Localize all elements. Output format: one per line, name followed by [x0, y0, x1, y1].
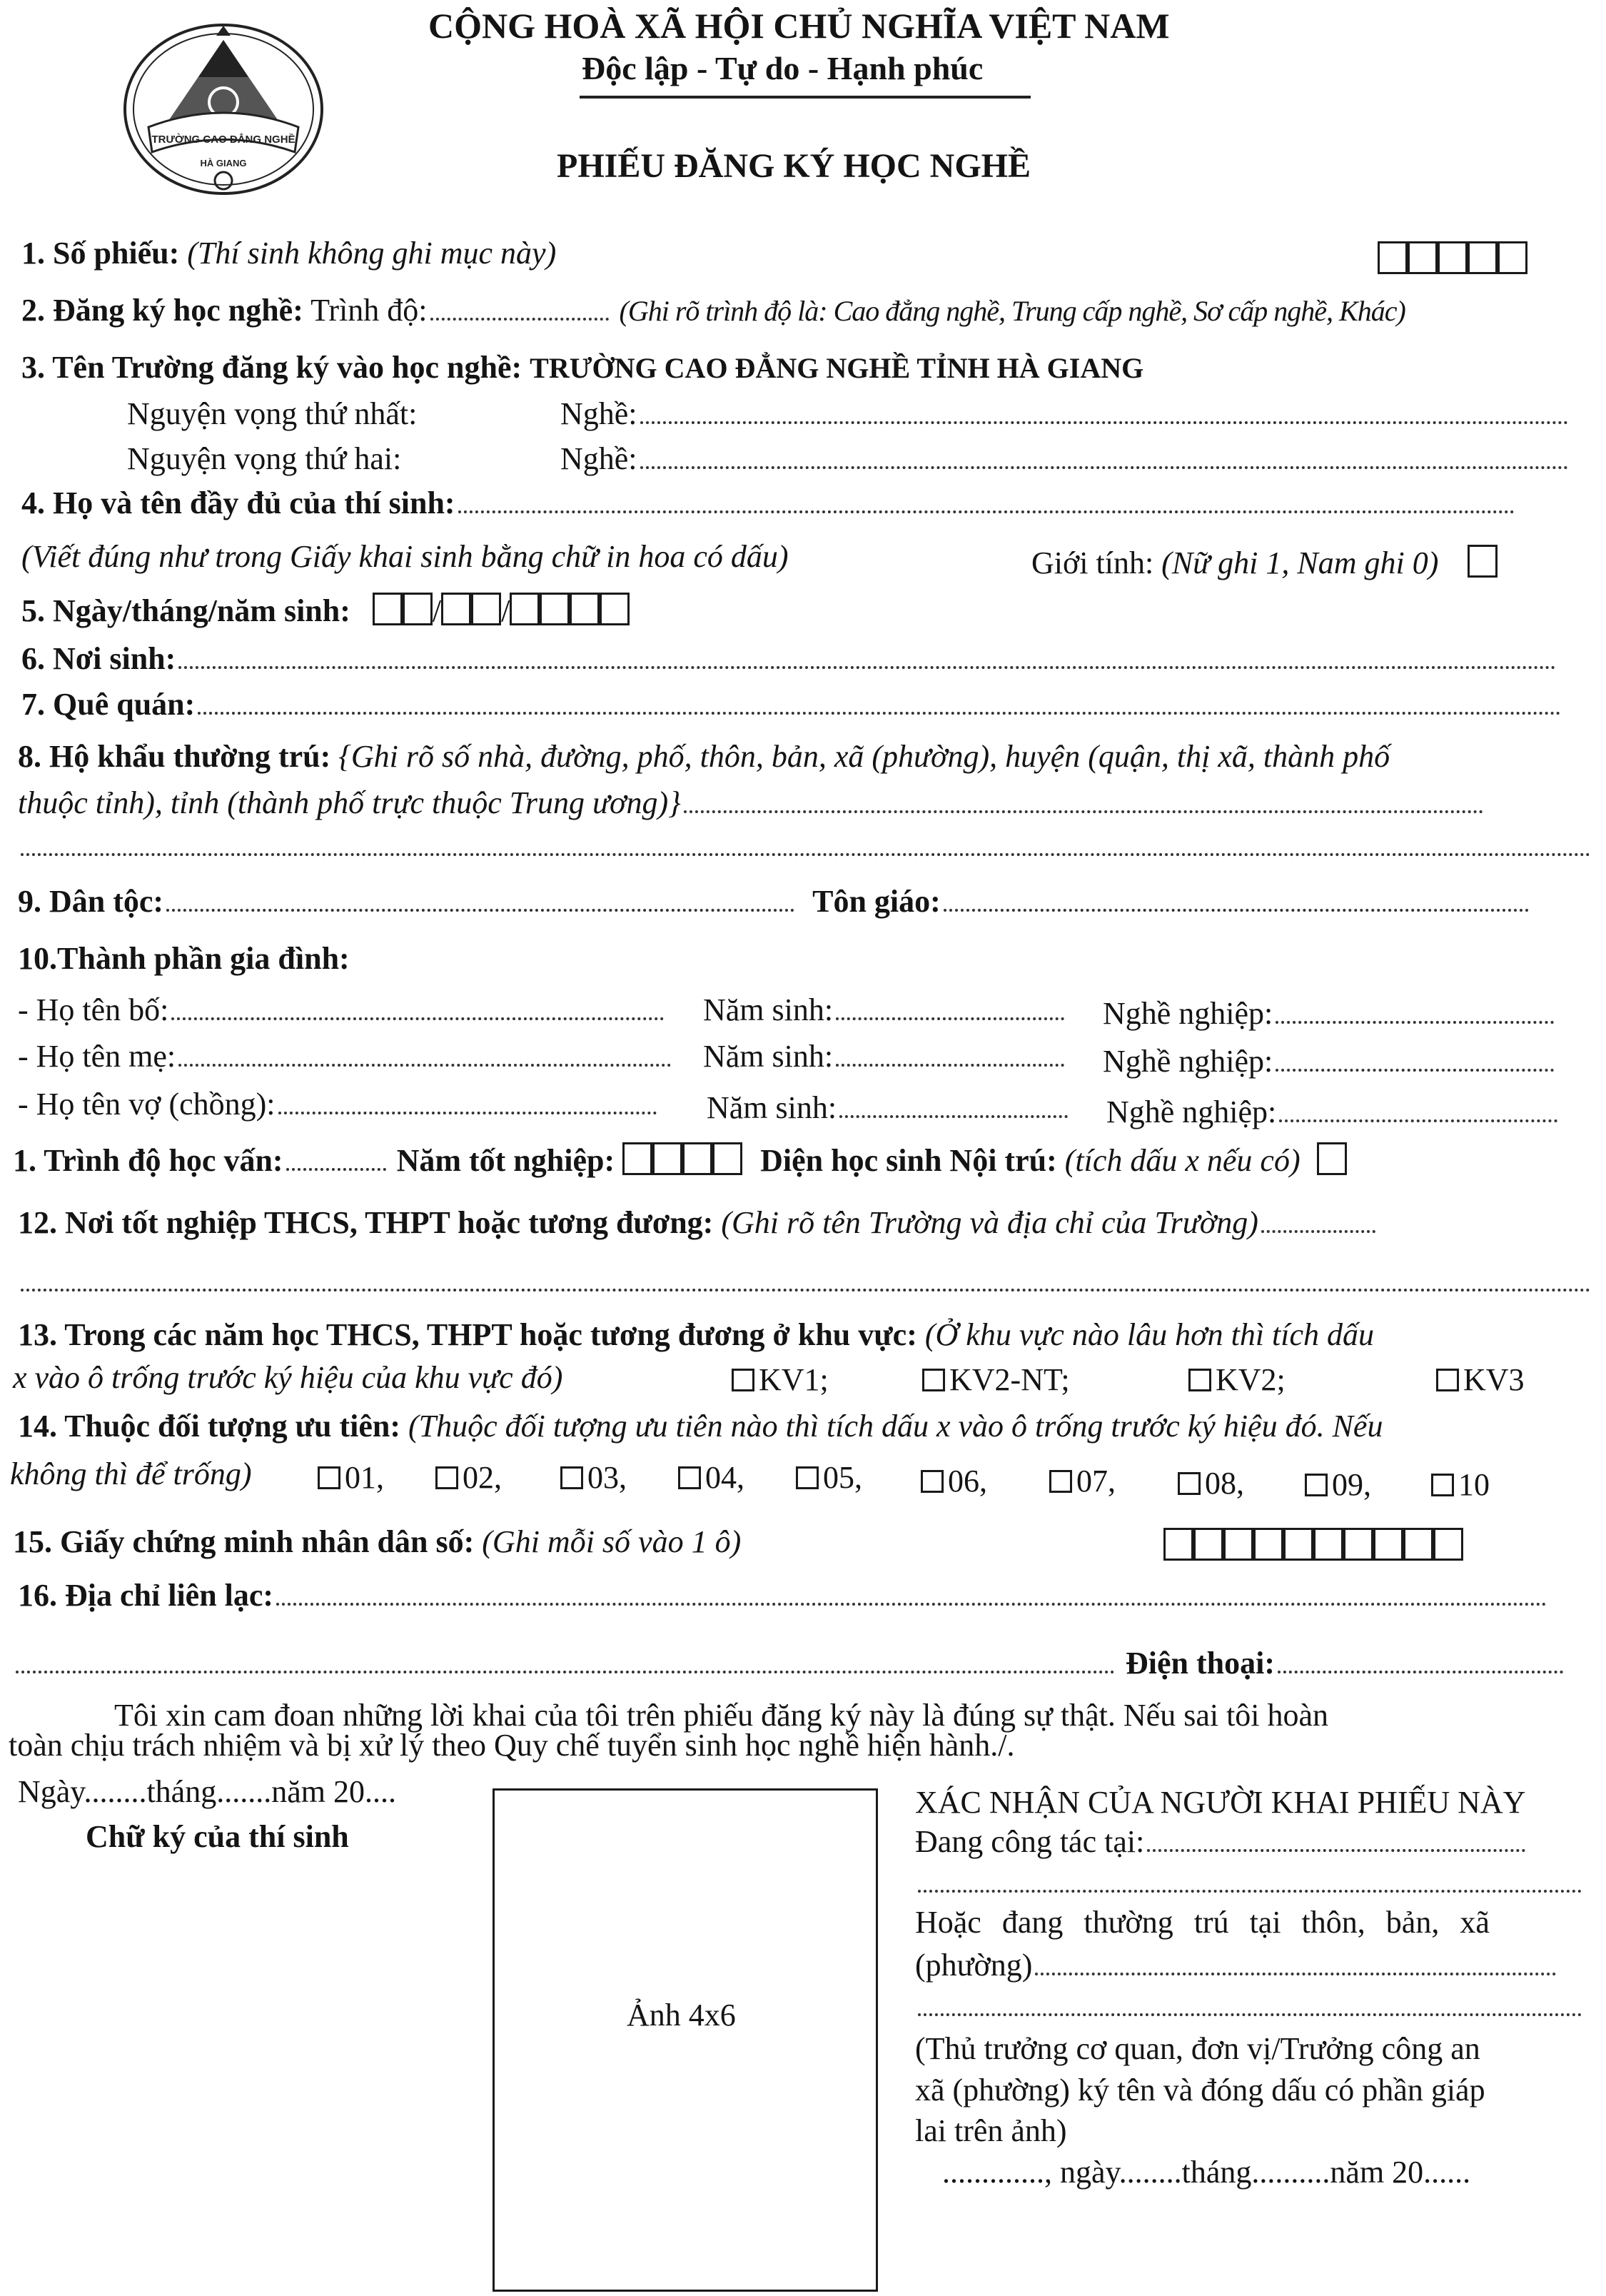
s10-label: 10.Thành phần gia đình: [18, 941, 350, 976]
spouse-job: Nghề nghiệp: [1106, 1094, 1560, 1131]
section-6 [21, 641, 1559, 678]
country-heading: CỘNG HOÀ XÃ HỘI CHỦ NGHĨA VIỆT NAM [428, 6, 1170, 46]
s14-label: 14. Thuộc đối tượng ưu tiên: [18, 1409, 401, 1444]
s5-label: 5. Ngày/tháng/năm sinh: [21, 593, 350, 628]
confirm-note-2: xã (phường) ký tên và đóng dấu có phần giáp [915, 2073, 1485, 2108]
photo-label: Ảnh 4x6 [627, 1998, 736, 2033]
education-field[interactable] [286, 1151, 386, 1171]
contact-address-field-1[interactable] [276, 1586, 1547, 1606]
section-1 [21, 236, 556, 272]
id-number-boxes[interactable] [1163, 1528, 1463, 1565]
priority-10[interactable]: 10 [1431, 1467, 1490, 1504]
contact-address-field-2[interactable] [16, 1653, 1115, 1673]
phone-field[interactable] [1278, 1653, 1563, 1673]
father-year: Năm sinh: [703, 992, 1067, 1029]
s15-note: (Ghi mỗi số vào 1 ô) [482, 1524, 742, 1559]
spouse-year: Năm sinh: [707, 1090, 1071, 1127]
photo-box [493, 1788, 878, 2292]
motto: Độc lập - Tự do - Hạnh phúc [582, 50, 984, 86]
s13-note-2: x vào ô trống trước ký hiệu của khu vực đó) [13, 1360, 563, 1395]
kv2nt-option[interactable]: KV2-NT; [922, 1362, 1070, 1399]
s13-note-1: (Ở khu vực nào lâu hơn thì tích dấu [924, 1317, 1375, 1352]
section-4 [21, 485, 1517, 522]
s8-note-2: thuộc tỉnh), tỉnh (thành phố trực thuộc Trung ương)} [18, 785, 681, 820]
signature-label: Chữ ký của thí sinh [86, 1819, 349, 1854]
wish-2-job: Nghề: [560, 441, 1571, 478]
father-job-field[interactable] [1276, 1004, 1554, 1024]
phone-label: Điện thoại: [1126, 1646, 1275, 1681]
priority-03[interactable]: 03, [560, 1460, 627, 1496]
priority-06[interactable]: 06, [921, 1464, 987, 1500]
section-11 [13, 1142, 1347, 1179]
s13-label: 13. Trong các năm học THCS, THPT hoặc tương đương ở khu vực: [18, 1317, 917, 1352]
confirm-note-1: (Thủ trưởng cơ quan, đơn vị/Trưởng công an [915, 2031, 1480, 2066]
fullname-field[interactable] [458, 493, 1515, 513]
priority-05[interactable]: 05, [796, 1460, 862, 1496]
confirm-work-row: Đang công tác tại: [915, 1824, 1528, 1861]
s1-label: 1. Số phiếu: [21, 236, 180, 271]
section-3 [21, 350, 1143, 386]
section-8 [18, 739, 1390, 775]
confirm-or-1: Hoặc đang thường trú tại thôn, bản, xã [915, 1905, 1490, 1940]
s13-line-2 [13, 1360, 562, 1396]
confirm-or-row-2: (phường) [915, 1948, 1559, 1984]
birthplace-field[interactable] [178, 649, 1556, 669]
father-name-field[interactable] [171, 1000, 664, 1020]
wish-1-job: Nghề: [560, 396, 1571, 433]
s15-label: 15. Giấy chứng minh nhân dân số: [13, 1524, 475, 1559]
s4-note-row [21, 539, 789, 575]
confirm-work-field-2[interactable] [915, 1865, 1585, 1901]
mother-year: Năm sinh: [703, 1039, 1067, 1075]
religion-label: Tôn giáo: [812, 884, 941, 919]
contact-row-2 [13, 1646, 1566, 1682]
s12-label: 12. Nơi tốt nghiệp THCS, THPT hoặc tương đương: [18, 1205, 714, 1240]
residence-field-2[interactable] [18, 828, 1594, 865]
wish-1-row [127, 396, 417, 433]
section-2 [21, 293, 1405, 329]
mother-year-field[interactable] [836, 1047, 1064, 1067]
section-13 [18, 1317, 1374, 1354]
kv2-option[interactable]: KV2; [1188, 1362, 1286, 1399]
s8-line-2 [18, 785, 1486, 822]
boarding-label: Diện học sinh Nội trú: [760, 1143, 1057, 1178]
mother-name-field[interactable] [178, 1047, 671, 1067]
s16-label: 16. Địa chỉ liên lạc: [18, 1578, 274, 1613]
logo-text-bottom: HÀ GIANG [200, 158, 247, 168]
s3-school: TRƯỜNG CAO ĐẲNG NGHỀ TỈNH HÀ GIANG [530, 352, 1144, 384]
father-row: - Họ tên bố: [18, 992, 667, 1029]
spouse-name-field[interactable] [278, 1094, 657, 1114]
s1-note: (Thí sinh không ghi mục này) [187, 236, 557, 271]
form-title: PHIẾU ĐĂNG KÝ HỌC NGHỀ [557, 147, 1031, 185]
wish-1-field[interactable] [640, 404, 1568, 424]
wish-2-label: Nguyện vọng thứ hai: [127, 441, 402, 476]
wish-2-field[interactable] [640, 449, 1568, 469]
priority-08[interactable]: 08, [1178, 1466, 1244, 1502]
spouse-job-field[interactable] [1279, 1102, 1557, 1122]
boarding-note: (tích dấu x nếu có) [1064, 1143, 1301, 1178]
kv1-option[interactable]: KV1; [732, 1362, 829, 1399]
signature-date: Ngày........tháng.......năm 20.... [18, 1774, 396, 1809]
confirm-date: ............., ngày........tháng..........năm 20...... [942, 2155, 1471, 2190]
s2-level-label: Trình độ: [310, 293, 428, 328]
mother-row: - Họ tên mẹ: [18, 1039, 674, 1075]
gender-row [1031, 545, 1498, 582]
s2-label: 2. Đăng ký học nghề: [21, 293, 303, 328]
grad-year-label: Năm tốt nghiệp: [396, 1143, 615, 1178]
priority-09[interactable]: 09, [1305, 1467, 1371, 1504]
section-5 [21, 593, 630, 630]
section-9 [18, 884, 1532, 920]
s4-note: (Viết đúng như trong Giấy khai sinh bằng chữ in hoa có dấu) [21, 539, 789, 574]
spouse-year-field[interactable] [839, 1098, 1068, 1118]
priority-02[interactable]: 02, [435, 1460, 502, 1496]
s6-label: 6. Nơi sinh: [21, 641, 176, 676]
school-logo [120, 20, 327, 198]
kv3-option[interactable]: KV3 [1436, 1362, 1525, 1399]
confirm-residence-field[interactable] [1035, 1955, 1556, 1975]
hometown-field[interactable] [198, 695, 1561, 715]
mother-job-field[interactable] [1276, 1052, 1554, 1072]
priority-07[interactable]: 07, [1049, 1464, 1116, 1500]
section-12 [18, 1205, 1378, 1242]
dob-boxes[interactable]: / / [373, 593, 630, 628]
gender-note: (Nữ ghi 1, Nam ghi 0) [1161, 545, 1439, 580]
level-field[interactable] [430, 301, 609, 321]
confirm-residence-field-2[interactable] [915, 1988, 1585, 2025]
wish-1-label: Nguyện vọng thứ nhất: [127, 396, 418, 431]
priority-04[interactable]: 04, [678, 1460, 744, 1496]
section-7 [21, 687, 1564, 723]
s3-label: 3. Tên Trường đăng ký vào học nghề: [21, 350, 522, 385]
residence-field-1[interactable] [684, 793, 1483, 813]
s4-label: 4. Họ và tên đầy đủ của thí sinh: [21, 485, 455, 520]
declaration-line-2: toàn chịu trách nhiệm và bị xử lý theo Quy chế tuyển sinh học nghề hiện hành./. [9, 1728, 1015, 1763]
logo-text-top: TRƯỜNG CAO ĐẲNG NGHỀ [151, 134, 296, 146]
wish-2-row [127, 441, 401, 478]
s8-note-1: {Ghi rõ số nhà, đường, phố, thôn, bản, xã (phường), huyện (quận, thị xã, thành phố [338, 739, 1390, 774]
s14-line-2 [10, 1456, 252, 1493]
s2-note: (Ghi rõ trình độ là: Cao đẳng nghề, Trung cấp nghề, Sơ cấp nghề, Khác) [619, 295, 1405, 327]
motto-underline [580, 96, 1031, 99]
ethnicity-field[interactable] [166, 892, 794, 912]
school-field-1[interactable] [1261, 1213, 1375, 1233]
school-field-2[interactable] [18, 1264, 1594, 1300]
s14-note-2: không thì để trống) [10, 1456, 252, 1491]
form-number-boxes[interactable] [1378, 241, 1527, 278]
section-15 [13, 1524, 741, 1561]
declaration-line-1: Tôi xin cam đoan những lời khai của tôi trên phiếu đăng ký này là đúng sự thật. Nếu sai tôi hoàn [114, 1698, 1329, 1733]
boarding-box[interactable] [1317, 1142, 1347, 1175]
confirm-work-field[interactable] [1147, 1832, 1525, 1852]
father-year-field[interactable] [836, 1000, 1064, 1020]
s7-label: 7. Quê quán: [21, 687, 196, 722]
confirm-note-3: lai trên ảnh) [915, 2113, 1067, 2148]
priority-01[interactable]: 01, [318, 1460, 384, 1496]
gender-box[interactable] [1468, 545, 1498, 578]
s12-note: (Ghi rõ tên Trường và địa chỉ của Trường) [721, 1205, 1258, 1240]
gender-label: Giới tính: [1031, 545, 1154, 580]
religion-field[interactable] [944, 892, 1529, 912]
s9-label: 9. Dân tộc: [18, 884, 164, 919]
s8-label: 8. Hộ khẩu thường trú: [18, 739, 331, 774]
grad-year-boxes[interactable] [622, 1143, 742, 1178]
s14-note-1: (Thuộc đối tượng ưu tiên nào thì tích dấu x vào ô trống trước ký hiệu đó. Nếu [408, 1409, 1383, 1444]
spouse-row: - Họ tên vợ (chồng): [18, 1087, 660, 1123]
s11-label: 1. Trình độ học vấn: [13, 1143, 283, 1178]
section-14 [18, 1409, 1383, 1445]
confirm-title: XÁC NHẬN CỦA NGƯỜI KHAI PHIẾU NÀY [915, 1785, 1526, 1820]
father-job: Nghề nghiệp: [1103, 996, 1557, 1032]
mother-job: Nghề nghiệp: [1103, 1044, 1557, 1080]
section-16 [18, 1578, 1550, 1614]
